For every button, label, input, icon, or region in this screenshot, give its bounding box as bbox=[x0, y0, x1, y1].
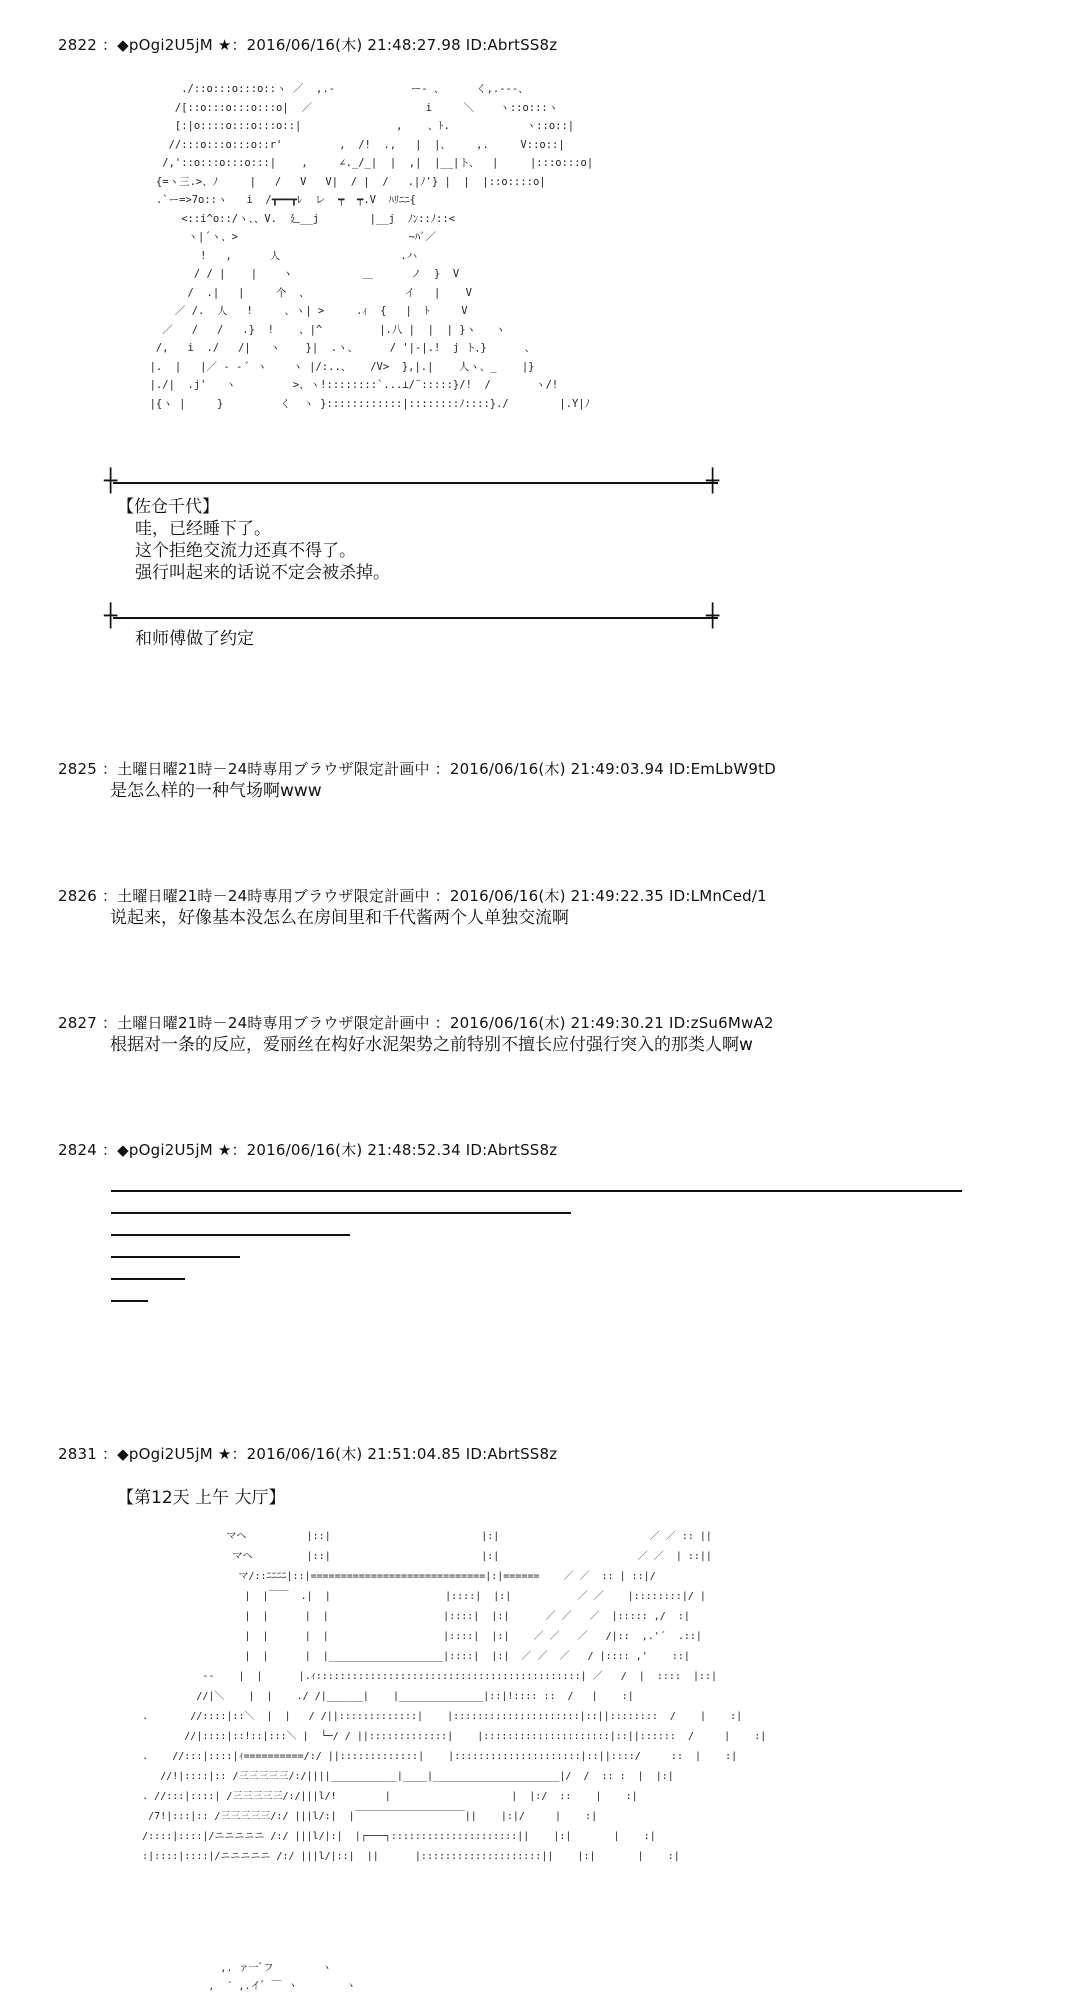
speaker-tag: 【佐仓千代】 bbox=[117, 497, 219, 517]
ascii-art-hall: マヘ |::| |:| ／ ／ :: || マヘ |::| |:| ／ ／ | ::|| マ/::ﾆﾆﾆﾆ|::|=============================|:|====== ／ ／ :: | ::|/ | |￣￣ .| | |::::| |:| ／ ／ |::::::::|/ | | | | | |::::| |:| ／ ／ ／ |::::: ,/ :| | | | | |::::| |:| ／ ／ ／ /|:: ,.'´ .::| | | | |___________________|::::| |:| ／ ／ ／ / |:::: ,' ::| -- | | |.ｨ::::::::::::::::::::::::::::::::::::::::::::| ／ / | :::: |::| //|＼ | | ./ /|______| |______________|::|!:::: :: / | :| . //::::|::＼ | | / /||:::::::::::::| |:::::::::::::::::::::|::||:::::::: / | :| //|::::|::!::|:::＼ | └─/ / ||:::::::::::::| |:::::::::::::::::::::|::||:::::: / | :| . //:::|::::|ｨ==========/:/ ||:::::::::::::| |:::::::::::::::::::::|::||::::/ :: | :| //!|::::|:: /三三三三三/:/||||___________|____|_____________________|/ / :: : | |:| . //:::|::::| /三三三三三/:/|||l/! | | |:/ :: | :| /7!|:::|:: /三三三三三/:/ |||l/:| |￣￣￣￣￣￣￣￣￣￣￣|| |:|/ | :| /::::|::::|/ニニニニニ /:/ |||l/|:| |┌───┐:::::::::::::::::::::|| |:| | :| :|::::|::::|/ニニニニニ /:/ |||l/|::| || |::::::::::::::::::::|| |:| | :| bbox=[142, 1531, 767, 1862]
divider-bottom bbox=[113, 617, 718, 619]
dialogue-line: 强行叫起来的话说不定会被杀掉。 bbox=[135, 563, 390, 583]
post-text-2825: 是怎么样的一种气场啊www bbox=[110, 781, 322, 801]
post-header-2827: 2827 ：土曜日曜21時－24時専用ブラウザ限定計画中 ：2016/06/16(木) 21:49:30.21 ID:zSu6MwA2 bbox=[58, 1014, 774, 1032]
post-header-2831: 2831 ：◆pOgi2U5jM ★：2016/06/16(木) 21:51:04.85 ID:AbrtSS8z bbox=[58, 1445, 558, 1463]
underline-bars bbox=[111, 1190, 1031, 1310]
divider-top bbox=[113, 482, 718, 484]
post-header-2822: 2822 ：◆pOgi2U5jM ★：2016/06/16(木) 21:48:27.98 ID:AbrtSS8z bbox=[58, 36, 558, 54]
divider-cap-left: ┼ bbox=[104, 604, 118, 629]
ascii-art-tail: ,. ァ一ﾞフ ヽ , ´ ,.イﾞ ￣ ヽ ヽ bbox=[208, 1963, 356, 1992]
scene-tag: 【第12天 上午 大厅】 bbox=[117, 1488, 286, 1508]
underline-bar bbox=[111, 1234, 350, 1236]
dialogue-line: 哇，已经睡下了。 bbox=[135, 519, 271, 539]
underline-bar bbox=[111, 1256, 240, 1258]
divider-cap-right: ┼ bbox=[706, 604, 720, 629]
divider-cap-left: ┼ bbox=[104, 469, 118, 494]
underline-bar bbox=[111, 1212, 571, 1214]
underline-bar bbox=[111, 1278, 185, 1280]
dialogue-line: 这个拒绝交流力还真不得了。 bbox=[135, 541, 356, 561]
underline-bar bbox=[111, 1190, 962, 1192]
divider-cap-right: ┼ bbox=[706, 469, 720, 494]
post-text-2826: 说起来，好像基本没怎么在房间里和千代酱两个人单独交流啊 bbox=[110, 908, 569, 928]
post-header-2826: 2826 ：土曜日曜21時－24時専用ブラウザ限定計画中 ：2016/06/16(木) 21:49:22.35 ID:LMnCed/1 bbox=[58, 887, 767, 905]
post-header-2824: 2824 ：◆pOgi2U5jM ★：2016/06/16(木) 21:48:52.34 ID:AbrtSS8z bbox=[58, 1141, 558, 1159]
ascii-art-character: ./::o:::o:::o::ヽ ／ ,.- ー- 、 く,.---、 /[::o:::o:::o:::o| ／ i ＼ ヽ::o:::ヽ [:|o::::o:::o:::o::| , 、ﾄ. ヽ::o::| //:::o:::o:::o::r' , /! ., | |、 ,. V::o::| /,'::o:::o:::o:::| , ∠._/_| | ,| |__|ト、 | |:::o:::o| {=ヽ三.>、ﾉ | / V V| / | / .|ﾉ'} | | |::o::::o| .`ー=>7o::ヽ i /┳━━┳ﾚ レ ┯ ┯.V ﾊﾘﾆﾆ{ <::i^o::/ヽ、、V. 廴__j |__j ﾉﾝ::ﾉ::< ヽ|´ヽ、> ~ﾊﾞ／ ! , 人 .ハ / / | | ヽ ＿ ノ } V / .| | 个 、 イ | V ／ /. 人 ! 、ヽ| > .ｨ { | ﾄ V ／ / / .} ! 、|^ |.八 | | | }ヽ ヽ /, i ./ /| ヽ }| .ヽ、 / '|-|.! j ト、} 、 |. | |／ - - ﾞ ヽ ヽ |/:..、 /V> },|.| 人ヽ、_ |} |./| .j' ヽ >、ヽ!::::::::`...⊥/¨:::::}/! / ヽ/! |{ヽ | } く ヽ }::::::::::::|::::::::ﾉ::::}./ |.Y|ﾉ bbox=[149, 83, 594, 410]
post-text-2827: 根据对一条的反应，爱丽丝在构好水泥架势之前特别不擅长应付强行突入的那类人啊w bbox=[110, 1035, 753, 1055]
underline-bar bbox=[111, 1300, 148, 1302]
footer-line: 和师傅做了约定 bbox=[135, 629, 254, 649]
post-header-2825: 2825 ：土曜日曜21時－24時専用ブラウザ限定計画中 ：2016/06/16(木) 21:49:03.94 ID:EmLbW9tD bbox=[58, 760, 777, 778]
